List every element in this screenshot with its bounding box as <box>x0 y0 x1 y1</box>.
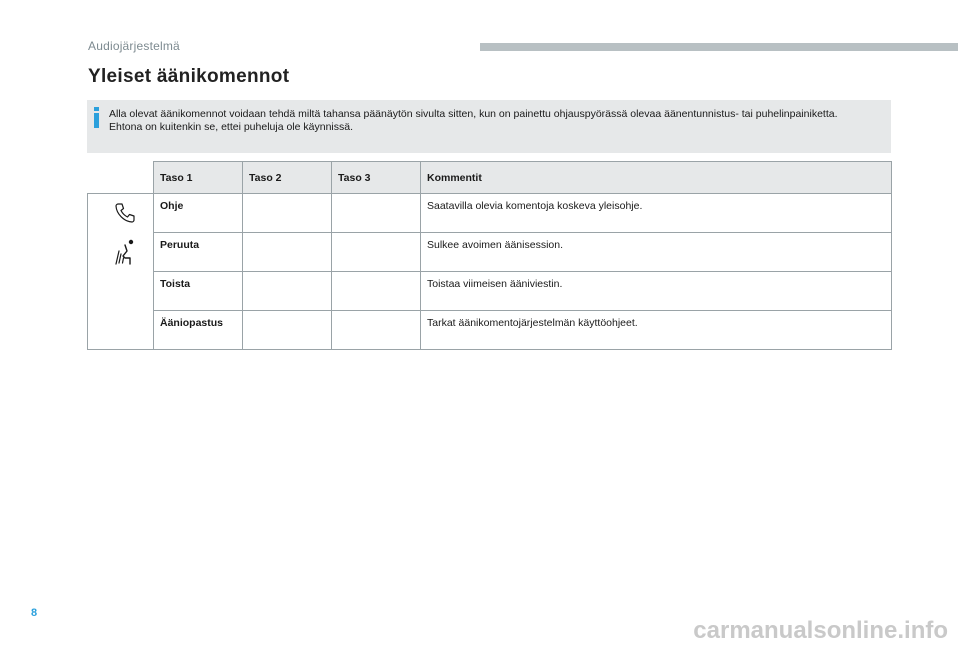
table-row <box>88 272 892 311</box>
table-row <box>88 194 892 233</box>
table-row <box>88 233 892 272</box>
row-level-2 <box>243 233 332 272</box>
row-comment: Sulkee avoimen äänisession. <box>421 233 892 272</box>
row-comment: Toistaa viimeisen ääniviestin. <box>421 272 892 311</box>
header-level-1: Taso 1 <box>154 162 243 194</box>
row-level-2 <box>243 311 332 350</box>
row-level-3 <box>332 272 421 311</box>
icon-cell <box>88 194 154 350</box>
table-corner <box>88 162 154 194</box>
info-line-2: Ehtona on kuitenkin se, ettei puheluja ole käynnissä. <box>109 121 353 133</box>
info-text <box>109 108 887 134</box>
row-comment: Tarkat äänikomentojärjestelmän käyttöohjeet. <box>421 311 892 350</box>
voice-command-table <box>87 161 892 350</box>
row-level-3 <box>332 311 421 350</box>
table-row <box>88 311 892 350</box>
row-level-3 <box>332 194 421 233</box>
row-level-1: Peruuta <box>154 233 243 272</box>
info-line-1: Alla olevat äänikomennot voidaan tehdä miltä tahansa päänäytön sivulta sitten, kun on painettu ohjauspyörässä olevaa äänentunnistus- tai puhelinpainiketta. <box>109 108 838 120</box>
header-level-3: Taso 3 <box>332 162 421 194</box>
page-number: 8 <box>31 607 38 619</box>
row-level-2 <box>243 194 332 233</box>
row-level-1: Ohje <box>154 194 243 233</box>
section-header: Audiojärjestelmä <box>88 39 180 53</box>
watermark: carmanualsonline.info <box>693 617 948 644</box>
voice-command-icon <box>114 238 138 268</box>
page-title: Yleiset äänikomennot <box>88 66 290 87</box>
info-icon <box>91 107 101 127</box>
row-level-2 <box>243 272 332 311</box>
row-level-1: Ääniopastus <box>154 311 243 350</box>
row-comment: Saatavilla olevia komentoja koskeva yleisohje. <box>421 194 892 233</box>
table-header-row <box>88 162 892 194</box>
row-level-1: Toista <box>154 272 243 311</box>
header-level-2: Taso 2 <box>243 162 332 194</box>
row-level-3 <box>332 233 421 272</box>
header-bar <box>480 43 958 51</box>
phone-icon <box>114 202 136 224</box>
info-box <box>87 100 891 153</box>
header-comments: Kommentit <box>421 162 892 194</box>
